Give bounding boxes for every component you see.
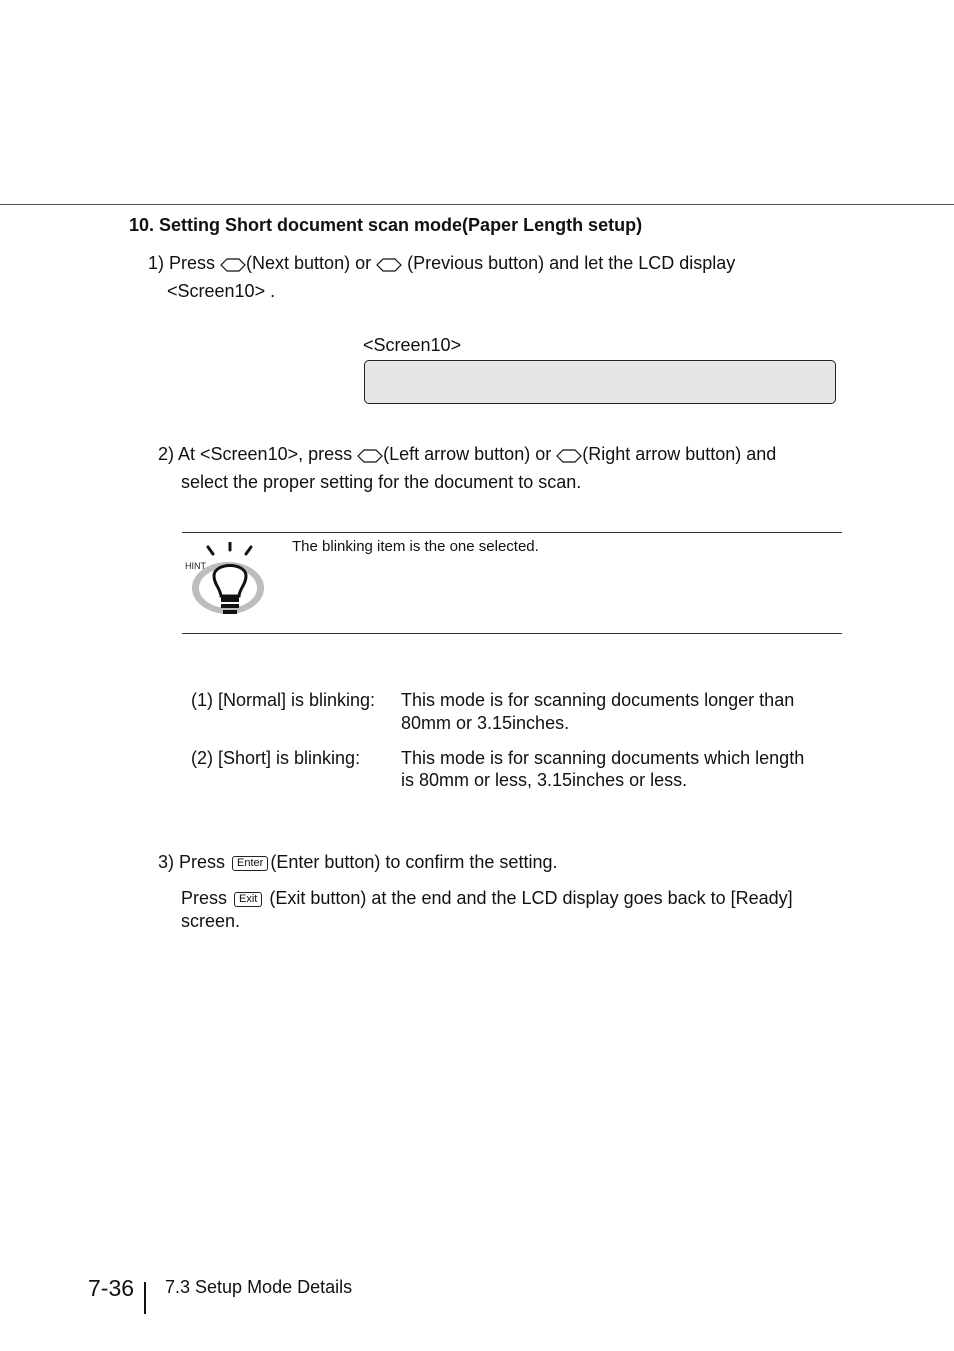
step1-next-label: (Next button) or: [246, 253, 377, 273]
option-1-desc-line2: 80mm or 3.15inches.: [401, 713, 570, 733]
option-2-label: (2) [Short] is blinking:: [191, 748, 361, 768]
step2-right-label: (Right arrow button) and: [582, 444, 777, 464]
step2-line1: [158, 443, 776, 465]
next-button-icon: [220, 256, 246, 272]
step3-exit-line2: screen.: [181, 911, 241, 931]
enter-key-icon: Enter: [232, 856, 268, 871]
step3-enter-label: (Enter button) to confirm the setting.: [270, 852, 558, 872]
hint-top-rule: [182, 532, 842, 533]
footer-section-title: 7.3 Setup Mode Details: [165, 1277, 353, 1297]
lcd-display: [364, 360, 836, 404]
step1-prefix: 1) Press: [148, 253, 221, 273]
step3-exit-label: (Exit button) at the end and the LCD display goes back to [Ready]: [264, 888, 793, 908]
hint-label: HINT: [185, 561, 206, 571]
step1-line1: [148, 252, 735, 274]
hint-bottom-rule: [182, 633, 842, 634]
top-rule: [0, 204, 954, 205]
step3-exit-prefix: Press: [181, 888, 233, 908]
hint-text: The blinking item is the one selected.: [292, 538, 539, 555]
screen-caption: <Screen10>: [363, 335, 462, 355]
right-arrow-button-icon: [556, 447, 582, 463]
lightbulb-icon: [188, 542, 270, 618]
option-1-desc-line1: This mode is for scanning documents longer than: [401, 690, 795, 710]
step2-line2: select the proper setting for the document to scan.: [181, 472, 582, 492]
page-number: 7-36: [88, 1275, 135, 1301]
step3-exit-line1: [181, 887, 793, 909]
option-2-desc-line1: This mode is for scanning documents which length: [401, 748, 805, 768]
exit-key-icon: Exit: [234, 892, 262, 907]
step1-prev-label: (Previous button) and let the LCD display: [402, 253, 736, 273]
step2-left-label: (Left arrow button) or: [383, 444, 557, 464]
section-heading: 10. Setting Short document scan mode(Paper Length setup): [129, 215, 643, 235]
step3-prefix: 3) Press: [158, 852, 231, 872]
option-2-desc-line2: is 80mm or less, 3.15inches or less.: [401, 770, 688, 790]
step3-line1: [158, 851, 557, 873]
footer-divider: [144, 1282, 146, 1314]
step2-prefix: 2) At <Screen10>, press: [158, 444, 358, 464]
step1-line2: <Screen10> .: [167, 281, 276, 301]
left-arrow-button-icon: [357, 447, 383, 463]
option-1-label: (1) [Normal] is blinking:: [191, 690, 376, 710]
previous-button-icon: [376, 256, 402, 272]
